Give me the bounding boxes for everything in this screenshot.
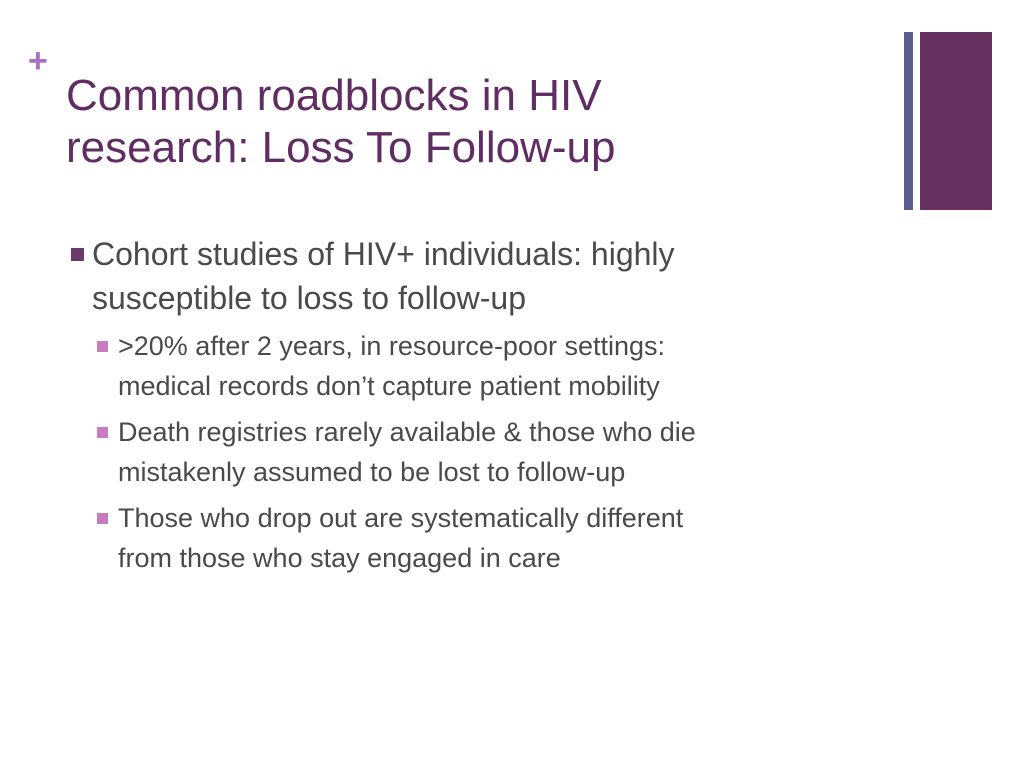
sub-bullet-text-line: medical records don’t capture patient mobility (118, 371, 660, 401)
square-bullet-icon (97, 341, 108, 352)
square-bullet-icon (71, 248, 84, 261)
sub-bullet-text-line: from those who stay engaged in care (118, 543, 561, 573)
slide-title-line-2: research: Loss To Follow-up (66, 123, 616, 172)
slide-title (66, 70, 866, 174)
sub-bullet-text-line: >20% after 2 years, in resource-poor settings: (118, 331, 666, 361)
accent-bar-thin (904, 32, 913, 210)
bullet-item (68, 232, 868, 320)
square-bullet-icon (97, 513, 108, 524)
slide-title-line-1: Common roadblocks in HIV (66, 71, 602, 120)
sub-bullet-text-line: Death registries rarely available & those who die (118, 417, 696, 447)
sub-bullet-item (68, 326, 868, 406)
sub-bullet-list (68, 326, 868, 578)
sub-bullet-text-line: Those who drop out are systematically different (118, 503, 684, 533)
bullet-text-line: susceptible to loss to follow-up (92, 280, 526, 316)
sub-bullet-text-line: mistakenly assumed to be lost to follow-up (118, 457, 626, 487)
slide-content (68, 232, 868, 578)
accent-bar-thick (920, 32, 992, 210)
sub-bullet-item (68, 498, 868, 578)
bullet-text-line: Cohort studies of HIV+ individuals: highly (92, 236, 675, 272)
sub-bullet-item (68, 412, 868, 492)
square-bullet-icon (97, 427, 108, 438)
plus-icon: + (28, 42, 48, 80)
